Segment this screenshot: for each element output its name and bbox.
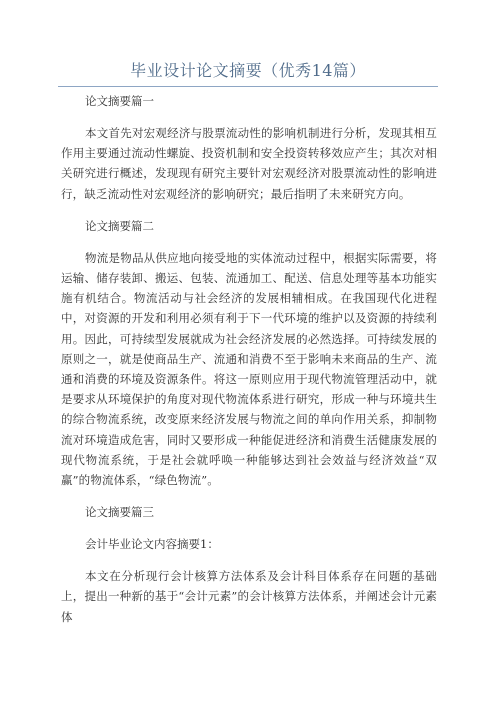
title-divider	[58, 86, 438, 87]
section-heading: 论文摘要篇三	[85, 505, 154, 520]
section-heading: 论文摘要篇二	[85, 218, 154, 233]
section-subheading: 会计毕业论文内容摘要1：	[85, 537, 219, 552]
section-paragraph: 本文首先对宏观经济与股票流动性的影响机制进行分析，发现其相互作用主要通过流动性螺旋、投资机制和安全投资转移效应产生；其次对相关研究进行概述，发现现有研究主要针对宏观经济对股票流动性的影响进行，缺乏流动性对宏观经济的影响研究；最后指明了未来研究方向。	[61, 126, 437, 201]
document-body	[61, 91, 437, 627]
section-3	[61, 502, 437, 627]
section-2	[61, 216, 437, 490]
document-title: 毕业设计论文摘要（优秀14篇）	[130, 61, 366, 80]
section-paragraph: 物流是物品从供应地向接受地的实体流动过程中，根据实际需要，将运输、储存装卸、搬运、包装、流通加工、配送、信息处理等基本功能实施有机结合。物流活动与社会经济的发展相辅相成。在我国现代化进程中，对资源的开发和利用必须有利于下一代环境的维护以及资源的持续利用。因此，可持续型发展就成为社会经济发展的必然选择。可持续发展的原则之一，就是使商品生产、流通和消费不至于影响未来商品的生产、流通和消费的环境及资源条件。将这一原则应用于现代物流管理活动中，就是要求从环境保护的角度对现代物流体系进行研究，形成一种与环境共生的综合物流系统，改变原来经济发展与物流之间的单向作用关系，抑制物流对环境造成危害，同时又要形成一种能促进经济和消费生活健康发展的现代物流系统，于是社会就呼唤一种能够达到社会效益与经济效益“双赢”的物流体系，“绿色物流”。	[61, 250, 437, 488]
section-heading: 论文摘要篇一	[85, 94, 154, 108]
section-paragraph: 本文在分析现行会计核算方法体系及会计科目体系存在问题的基础上，提出一种新的基于“会计元素”的会计核算方法体系，并阐述会计元素体	[61, 569, 437, 624]
section-1	[61, 91, 437, 204]
